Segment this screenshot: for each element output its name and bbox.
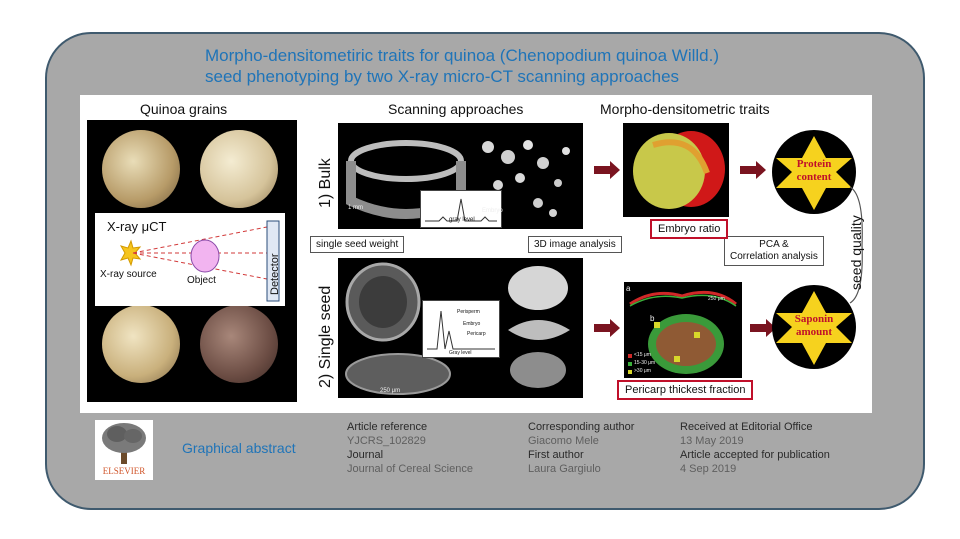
- xray-title: X-ray μCT: [107, 219, 167, 234]
- graphical-abstract-label: Graphical abstract: [182, 440, 296, 456]
- single-seed-weight-label: single seed weight: [310, 236, 404, 253]
- correlation-label: Correlation analysis: [730, 251, 818, 262]
- title-line-1: Morpho-densitometiric traits for quinoa (Chenopodium quinoa Willd.): [205, 46, 720, 65]
- pca-label: PCA &: [759, 239, 789, 250]
- saponin-line-2: amount: [795, 326, 833, 338]
- pericarp-render-image: [624, 282, 742, 378]
- abstract-title: [205, 45, 845, 87]
- received-label: Received at Editorial Office: [680, 421, 813, 433]
- protein-content-badge: [772, 130, 856, 214]
- grain-sample-1: [102, 130, 180, 208]
- saponin-amount-label: [772, 313, 856, 339]
- grain-sample-4: [200, 305, 278, 383]
- journal-value: Journal of Cereal Science: [347, 463, 473, 475]
- arrow-embryo-to-protein: [738, 160, 768, 180]
- first-author-label: First author: [528, 449, 584, 461]
- single-histogram-axis: Gray level: [449, 350, 472, 356]
- object-label: Object: [187, 275, 216, 286]
- elsevier-tree-icon: [95, 420, 153, 466]
- article-reference-value: YJCRS_102829: [347, 435, 426, 447]
- xray-source-label: X-ray source: [100, 269, 157, 280]
- elsevier-wordmark: ELSEVIER: [102, 466, 146, 476]
- image-analysis-label: 3D image analysis: [528, 236, 622, 253]
- saponin-line-1: Saponin: [794, 313, 834, 325]
- grain-sample-3: [102, 305, 180, 383]
- title-line-2: seed phenotyping by two X-ray micro-CT scanning approaches: [205, 67, 680, 86]
- embryo-render: [623, 123, 729, 217]
- embryo-render-image: [623, 123, 729, 217]
- single-scale: 250 μm: [380, 388, 401, 394]
- article-reference-label: Article reference: [347, 421, 428, 433]
- first-author-value: Laura Gargiulo: [528, 463, 601, 475]
- corresponding-author-label: Corresponding author: [528, 421, 635, 433]
- accepted-value: 4 Sep 2019: [680, 463, 737, 475]
- xray-schematic: [95, 213, 285, 306]
- bulk-approach-label: 1) Bulk: [317, 158, 334, 208]
- single-seed-approach-label: 2) Single seed: [317, 285, 334, 388]
- meta-article-column: [347, 420, 473, 476]
- pericarp-legend-1: <15 μm: [634, 352, 651, 358]
- arrow-bulk-to-embryo: [592, 160, 622, 180]
- received-value: 13 May 2019: [680, 435, 744, 447]
- single-histogram-pericarp: Pericarp: [467, 331, 486, 337]
- header-scanning-approaches: Scanning approaches: [388, 101, 524, 117]
- pca-correlation-label: [724, 236, 824, 266]
- elsevier-logo: [95, 420, 153, 480]
- journal-label: Journal: [347, 449, 384, 461]
- pericarp-scale: 250 μm: [708, 296, 725, 302]
- corresponding-author-value: Giacomo Mele: [528, 435, 599, 447]
- protein-content-label: [772, 158, 856, 184]
- saponin-amount-badge: [772, 285, 856, 369]
- pericarp-thickest-label: Pericarp thickest fraction: [617, 380, 753, 400]
- arrow-single-to-pericarp: [592, 318, 622, 338]
- pericarp-legend-2: 15-30 μm: [634, 360, 656, 366]
- meta-author-column: [528, 420, 634, 476]
- header-morpho-traits: Morpho-densitometric traits: [600, 101, 770, 117]
- single-histogram-embryo: Embryo: [463, 321, 481, 327]
- grain-sample-2: [200, 130, 278, 208]
- header-quinoa-grains: Quinoa grains: [140, 101, 228, 117]
- pericarp-panel-b: b: [650, 314, 655, 323]
- bulk-scale: 1 mm: [348, 205, 363, 211]
- single-histogram-perisperm: Perisperm: [457, 309, 480, 315]
- embryo-ratio-label: Embryo ratio: [650, 219, 728, 239]
- protein-line-2: content: [796, 171, 832, 183]
- seed-quality-label: seed quality: [848, 215, 864, 290]
- bulk-histogram-axis: gray level: [449, 217, 475, 223]
- detector-label: Detector: [269, 253, 281, 295]
- single-histogram: [422, 300, 500, 358]
- protein-line-1: Protein: [796, 158, 832, 170]
- pericarp-panel-a: a: [626, 284, 631, 293]
- bulk-histogram-embryo: Embryo: [482, 208, 503, 214]
- pericarp-legend-3: >30 μm: [634, 368, 651, 374]
- accepted-label: Article accepted for publication: [680, 449, 830, 461]
- meta-date-column: [680, 420, 830, 476]
